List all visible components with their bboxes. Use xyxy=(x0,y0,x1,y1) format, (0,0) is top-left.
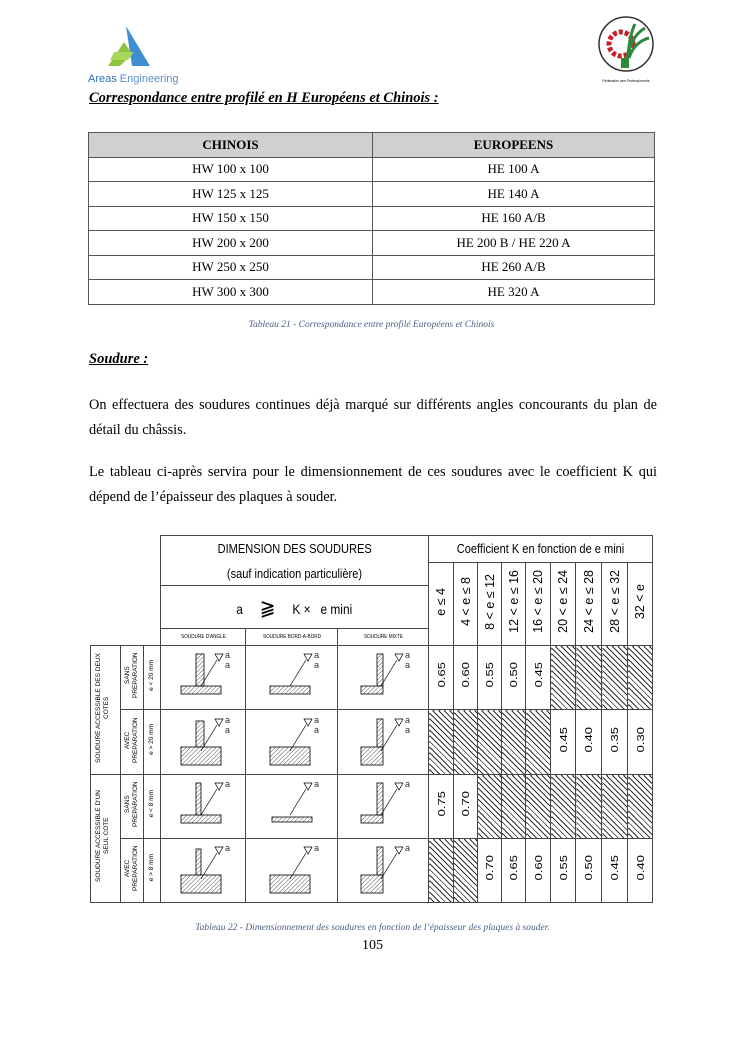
k-range-header xyxy=(576,563,602,646)
k-hatched-cell xyxy=(526,710,551,775)
k-value: 0.70 xyxy=(459,791,472,817)
k-range-header xyxy=(526,563,551,646)
table-row xyxy=(89,182,655,207)
weld-symbol-diagram xyxy=(246,646,338,710)
svg-text:a: a xyxy=(405,660,411,670)
weld-type-bord-a-bord: SOUDURE BORD-A-BORD xyxy=(252,629,330,646)
k-hatched-cell xyxy=(502,775,526,839)
weld-type-angle: SOUDURE D'ANGLE xyxy=(167,629,239,646)
chinois-cell: HW 100 x 100 xyxy=(89,157,373,182)
k-range-label: 12 < e ≤ 16 xyxy=(506,570,521,633)
europeen-cell: HE 260 A/B xyxy=(373,255,655,280)
logo-triangle-icon xyxy=(88,22,208,68)
weld-diagram-icon xyxy=(252,646,332,704)
preparation-label xyxy=(121,775,144,839)
k-value-cell xyxy=(576,839,602,903)
table-row xyxy=(89,231,655,256)
k-value-cell xyxy=(526,839,551,903)
k-range-header xyxy=(478,563,502,646)
preparation-text: SANS PREPARATION xyxy=(124,781,139,827)
table-row xyxy=(89,255,655,280)
k-hatched-cell xyxy=(551,775,576,839)
weld-symbol-diagram xyxy=(161,710,246,775)
k-range-label: 24 < e ≤ 28 xyxy=(581,570,596,633)
formula-cell xyxy=(161,586,429,629)
k-value: 0.55 xyxy=(557,855,570,881)
logo-caption: Fédération des Professionnels xyxy=(602,79,650,83)
k-range-label: 4 < e ≤ 8 xyxy=(458,577,473,626)
weld-row xyxy=(91,646,653,710)
k-value: 0.60 xyxy=(532,855,545,881)
weld-diagram-icon xyxy=(343,646,423,704)
weld-diagram-icon xyxy=(163,646,243,704)
k-hatched-cell xyxy=(602,775,628,839)
k-hatched-cell xyxy=(429,839,454,903)
thickness-condition xyxy=(144,839,161,903)
europeen-cell: HE 160 A/B xyxy=(373,206,655,231)
svg-text:a: a xyxy=(225,660,231,670)
preparation-label xyxy=(121,710,144,775)
k-value: 0.35 xyxy=(608,726,621,753)
k-value: 0.50 xyxy=(582,855,595,881)
table-22-caption: Tableau 22 - Dimensionnement des soudures en fonction de l’épaisseur des plaques à souder. xyxy=(195,923,550,933)
weld-row xyxy=(91,710,653,775)
weld-diagram-icon xyxy=(163,711,243,769)
k-value: 0.45 xyxy=(557,726,570,753)
table-row xyxy=(89,280,655,305)
weld-symbol-diagram xyxy=(246,839,338,903)
svg-text:a: a xyxy=(313,843,319,853)
weld-symbol-diagram xyxy=(246,710,338,775)
chinois-cell: HW 300 x 300 xyxy=(89,280,373,305)
chinois-cell: HW 150 x 150 xyxy=(89,206,373,231)
greater-equal-icon: ⫺ xyxy=(260,594,276,619)
weld-diagram-icon xyxy=(163,839,243,897)
k-hatched-cell xyxy=(551,646,576,710)
europeen-cell: HE 200 B / HE 220 A xyxy=(373,231,655,256)
k-value: 0.45 xyxy=(608,855,621,881)
svg-text:a: a xyxy=(313,660,319,670)
weld-symbol-diagram xyxy=(161,646,246,710)
weld-title: DIMENSION DES SOUDURES xyxy=(217,541,372,557)
k-hatched-cell xyxy=(454,710,478,775)
preparation-text: AVEC PREPARATION xyxy=(124,845,139,891)
k-value-cell xyxy=(429,775,454,839)
k-hatched-cell xyxy=(602,646,628,710)
europeen-cell: HE 140 A xyxy=(373,182,655,207)
k-value-cell xyxy=(454,646,478,710)
k-hatched-cell xyxy=(502,710,526,775)
svg-text:a: a xyxy=(313,724,319,735)
k-value-cell xyxy=(502,646,526,710)
page-number: 105 xyxy=(362,938,383,953)
k-range-header xyxy=(429,563,454,646)
k-value: 0.65 xyxy=(507,855,520,881)
logo-text-b: Engineering xyxy=(116,73,179,85)
weld-type-mixte: SOUDURE MIXTE xyxy=(344,629,421,646)
column-header-chinois: CHINOIS xyxy=(89,133,373,158)
k-range-label: 32 < e xyxy=(633,583,648,620)
table-21-caption: Tableau 21 - Correspondance entre profilé Européens et Chinois xyxy=(248,320,495,330)
svg-text:a: a xyxy=(225,779,231,789)
k-value-cell xyxy=(576,710,602,775)
k-hatched-cell xyxy=(478,775,502,839)
thickness-condition xyxy=(144,646,161,710)
section-title-soudure: Soudure : xyxy=(89,351,149,367)
k-value-cell xyxy=(454,775,478,839)
k-range-header xyxy=(502,563,526,646)
federation-emblem-icon xyxy=(595,14,657,74)
weld-symbol-diagram xyxy=(338,646,429,710)
k-value-cell xyxy=(526,646,551,710)
weld-symbol-diagram xyxy=(338,775,429,839)
svg-text:a: a xyxy=(405,650,411,660)
europeen-cell: HE 320 A xyxy=(373,280,655,305)
table-row xyxy=(89,206,655,231)
weld-diagram-icon xyxy=(163,775,243,833)
k-hatched-cell xyxy=(454,839,478,903)
k-value: 0.45 xyxy=(532,662,545,688)
svg-text:a: a xyxy=(313,650,319,660)
weld-subtitle: (sauf indication particulière) xyxy=(226,565,363,581)
k-range-label: 20 < e ≤ 24 xyxy=(556,570,571,633)
k-value: 0.60 xyxy=(459,662,472,688)
weld-row xyxy=(91,775,653,839)
profile-correspondence-table xyxy=(88,132,655,305)
formula-a: a xyxy=(236,601,244,617)
weld-symbol-diagram xyxy=(161,775,246,839)
k-value-cell xyxy=(602,839,628,903)
k-value: 0.65 xyxy=(435,662,448,688)
k-hatched-cell xyxy=(576,646,602,710)
svg-text:a: a xyxy=(225,843,231,853)
weld-row xyxy=(91,839,653,903)
group-label xyxy=(91,775,121,903)
chinois-cell: HW 250 x 250 xyxy=(89,255,373,280)
paragraph-2: Le tableau ci-après servira pour le dimensionnement de ces soudures avec le coefficient K qui dépend de l’épaisseur des plaques à souder. xyxy=(89,464,657,505)
thickness-condition-text: e < 8 mm xyxy=(148,790,156,818)
preparation-text: SANS PREPARATION xyxy=(124,652,139,698)
svg-text:a: a xyxy=(405,779,411,789)
weld-symbol-diagram xyxy=(338,710,429,775)
weld-diagram-icon xyxy=(343,711,423,769)
k-value-cell xyxy=(429,646,454,710)
svg-text:a: a xyxy=(405,724,411,735)
k-value: 0.55 xyxy=(483,662,496,688)
svg-text:a: a xyxy=(225,650,231,660)
thickness-condition-text: e > 8 mm xyxy=(148,854,156,882)
k-hatched-cell xyxy=(429,710,454,775)
thickness-condition xyxy=(144,775,161,839)
weld-diagram-icon xyxy=(252,839,332,897)
k-range-label: e ≤ 4 xyxy=(434,587,449,616)
group-label xyxy=(91,646,121,775)
chinois-cell: HW 200 x 200 xyxy=(89,231,373,256)
k-value-cell xyxy=(502,839,526,903)
k-range-header xyxy=(551,563,576,646)
thickness-condition-text: e > 20 mm xyxy=(148,724,156,755)
table-row xyxy=(89,157,655,182)
preparation-label xyxy=(121,839,144,903)
k-hatched-cell xyxy=(628,775,653,839)
column-header-europeens: EUROPEENS xyxy=(373,133,655,158)
europeen-cell: HE 100 A xyxy=(373,157,655,182)
k-value: 0.70 xyxy=(483,855,496,881)
weld-dimension-table xyxy=(90,535,652,895)
k-value-cell xyxy=(628,710,653,775)
group-label-text: SOUDURE ACCESSIBLE D'UN SEUL COTE xyxy=(94,790,110,882)
preparation-label xyxy=(121,646,144,710)
k-value: 0.30 xyxy=(634,726,647,753)
section-title-profiles: Correspondance entre profilé en H Européens et Chinois : xyxy=(89,90,439,106)
preparation-text: AVEC PREPARATION xyxy=(124,716,139,763)
weld-symbol-diagram xyxy=(161,839,246,903)
k-hatched-cell xyxy=(576,775,602,839)
svg-text:a: a xyxy=(405,843,411,853)
weld-diagram-icon xyxy=(343,775,423,833)
chinois-cell: HW 125 x 125 xyxy=(89,182,373,207)
svg-text:a: a xyxy=(313,714,319,725)
k-hatched-cell xyxy=(628,646,653,710)
k-value-cell xyxy=(551,839,576,903)
k-range-header xyxy=(454,563,478,646)
k-value: 0.75 xyxy=(435,791,448,817)
thickness-condition xyxy=(144,710,161,775)
k-value: 0.40 xyxy=(634,855,647,881)
svg-text:a: a xyxy=(405,714,411,725)
k-range-label: 28 < e ≤ 32 xyxy=(607,570,622,633)
k-title: Coefficient K en fonction de e mini xyxy=(456,541,625,556)
federation-logo xyxy=(595,14,657,83)
k-range-header xyxy=(602,563,628,646)
k-value-cell xyxy=(478,839,502,903)
weld-diagram-icon xyxy=(343,839,423,897)
weld-symbol-diagram xyxy=(246,775,338,839)
weld-symbol-diagram xyxy=(338,839,429,903)
svg-text:a: a xyxy=(225,714,231,725)
k-hatched-cell xyxy=(526,775,551,839)
k-value: 0.50 xyxy=(507,662,520,688)
weld-diagram-icon xyxy=(252,711,332,769)
formula-k: K × xyxy=(292,601,311,617)
logo-text-a: Areas xyxy=(88,73,117,85)
k-range-label: 16 < e ≤ 20 xyxy=(531,570,546,633)
k-value: 0.40 xyxy=(582,726,595,753)
svg-text:a: a xyxy=(313,779,319,789)
k-value-cell xyxy=(478,646,502,710)
thickness-condition-text: e < 20 mm xyxy=(148,659,156,691)
group-label-text: SOUDURE ACCESSIBLE DES DEUX COTES xyxy=(94,652,110,763)
paragraph-1: On effectuera des soudures continues déjà marqué sur différents angles concourants du plan de détail du châssis. xyxy=(89,397,657,438)
k-value-cell xyxy=(628,839,653,903)
formula-e: e mini xyxy=(320,601,353,617)
k-range-label: 8 < e ≤ 12 xyxy=(482,573,497,630)
k-value-cell xyxy=(602,710,628,775)
k-range-header xyxy=(628,563,653,646)
k-hatched-cell xyxy=(478,710,502,775)
svg-text:a: a xyxy=(225,724,231,735)
areas-engineering-logo xyxy=(88,22,208,85)
weld-diagram-icon xyxy=(252,775,332,833)
k-value-cell xyxy=(551,710,576,775)
